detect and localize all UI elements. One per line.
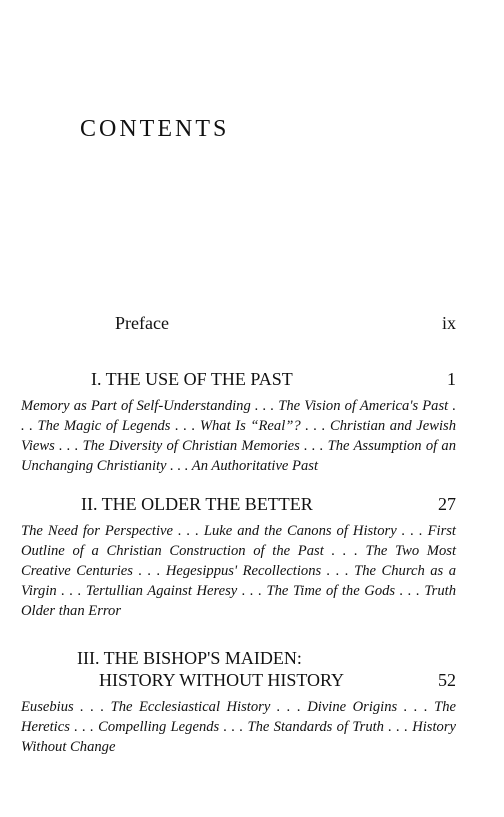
chapter-title: I. THE USE OF THE PAST: [91, 369, 293, 389]
toc-entry-chapter-3: [21, 647, 456, 757]
toc-entry-preface: [115, 313, 456, 334]
toc-entry-chapter-2: [21, 493, 456, 621]
chapter-summary: Eusebius . . . The Ecclesiastical History . . . Divine Origins . . . The Heretics . . . Compelling Legends . . . The Standards of Truth . . . History Without Change: [21, 699, 456, 755]
page-title: CONTENTS: [80, 116, 230, 142]
chapter-heading-row: [21, 368, 456, 390]
chapter-subtitle: HISTORY WITHOUT HISTORY: [99, 670, 345, 690]
chapter-heading-row: [21, 493, 456, 515]
chapter-title: III. THE BISHOP'S MAIDEN:: [77, 648, 302, 668]
chapter-summary: The Need for Perspective . . . Luke and the Canons of History . . . First Outline of a Christian Construction of the Past . . . The Two Most Creative Centuries . . . Hegesippus' Recollections . . . The Church as a Virgin . . . Tertullian Against Heresy . . . The Time of the Gods . . . Truth Older than Error: [21, 523, 456, 619]
chapter-summary: Memory as Part of Self-Understanding . . . The Vision of America's Past . . . The Magic of Legends . . . What Is “Real”? . . . Christian and Jewish Views . . . The Diversity of Christian Memories . . . The Assumption of an Unchanging Christianity . . . An Authoritative Past: [21, 398, 456, 474]
preface-page-number: ix: [441, 313, 456, 333]
chapter-heading-row: [21, 647, 456, 691]
chapter-title: II. THE OLDER THE BETTER: [81, 494, 313, 514]
chapter-page-number: 1: [447, 369, 456, 389]
chapter-title-block: [21, 647, 344, 691]
preface-label: Preface: [115, 313, 169, 333]
toc-entry-chapter-1: [21, 368, 456, 476]
chapter-page-number: 27: [438, 494, 456, 514]
chapter-page-number: 52: [438, 670, 456, 690]
